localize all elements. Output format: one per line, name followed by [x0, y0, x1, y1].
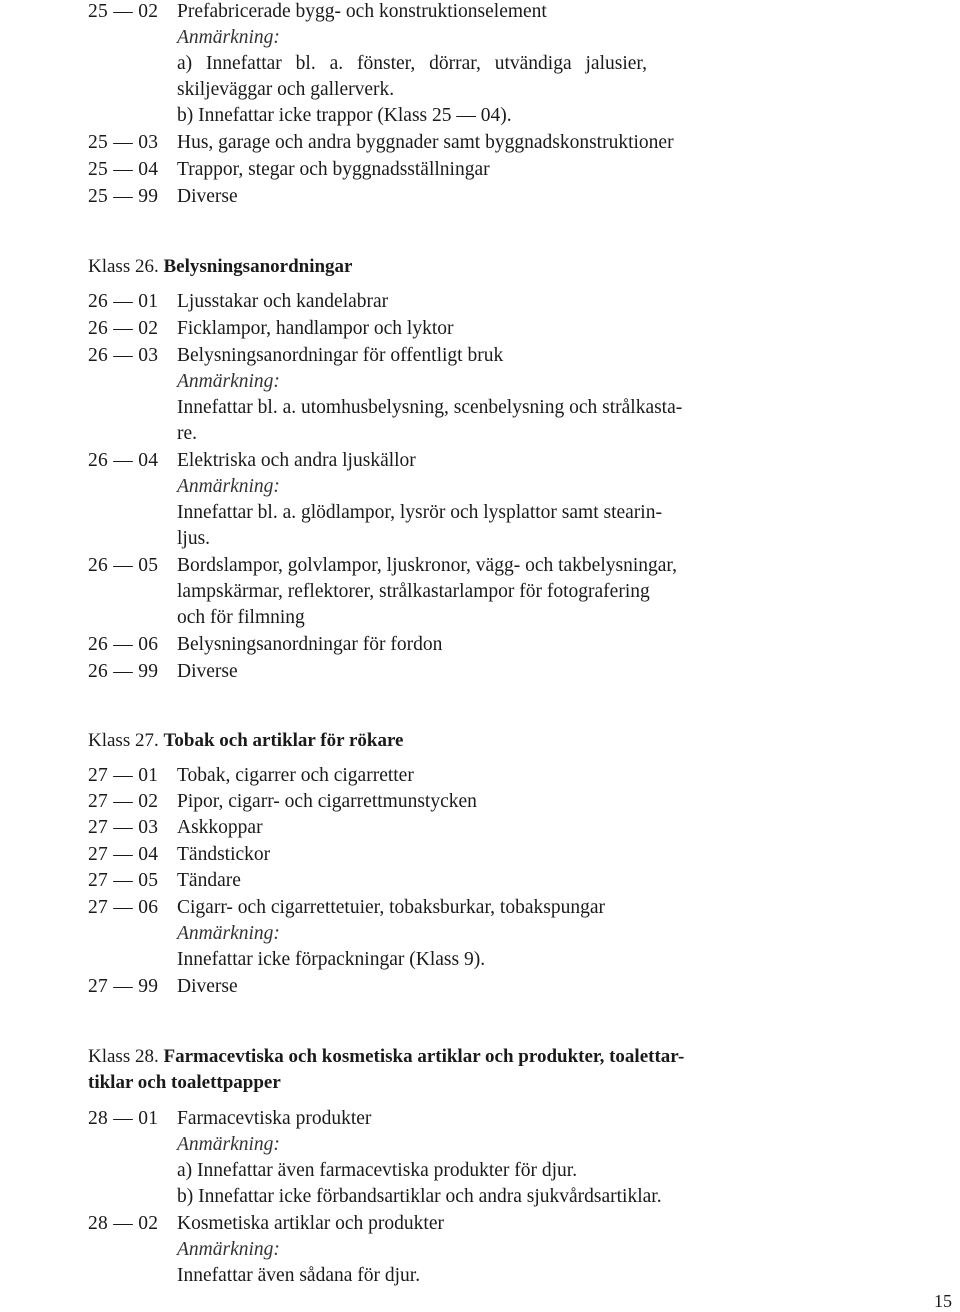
- item-title: Ljusstakar och kandelabrar: [177, 291, 389, 312]
- item-title: Diverse: [177, 186, 238, 207]
- item-code: 27 — 04: [88, 844, 159, 865]
- item-title: Farmacevtiska produkter: [177, 1108, 372, 1129]
- remark-label: Anmärkning:: [177, 1239, 280, 1260]
- item-code: 27 — 05: [88, 870, 159, 891]
- class-title: Farmacevtiska och kosmetiska artiklar och produkter, toalettar-: [163, 1046, 685, 1067]
- remark-text: b) Innefattar icke trappor (Klass 25 — 04).: [177, 105, 512, 126]
- remark-label: Anmärkning:: [177, 371, 280, 392]
- item-code: 25 — 02: [88, 1, 159, 22]
- remark-text: Innefattar även sådana för djur.: [177, 1265, 421, 1286]
- class-title: Tobak och artiklar för rökare: [163, 730, 404, 751]
- class-number: Klass 28.: [88, 1046, 159, 1067]
- class-title: Belysningsanordningar: [163, 256, 353, 277]
- item-title: Diverse: [177, 661, 238, 682]
- remark-label: Anmärkning:: [177, 476, 280, 497]
- item-code: 28 — 01: [88, 1108, 159, 1129]
- remark-text: re.: [177, 423, 198, 444]
- item-title: Belysningsanordningar för offentligt bruk: [177, 345, 504, 366]
- item-code: 28 — 02: [88, 1213, 159, 1234]
- class-heading-cont: [88, 1071, 281, 1095]
- remark-text: Innefattar bl. a. glödlampor, lysrör och lysplattor samt stearin-: [177, 502, 662, 523]
- class-heading: [88, 255, 352, 279]
- item-code: 26 — 05: [88, 555, 159, 576]
- class-number: Klass 27.: [88, 730, 159, 751]
- remark-text: skiljeväggar och gallerverk.: [177, 79, 395, 100]
- class-heading: [88, 729, 403, 753]
- item-title: Ficklampor, handlampor och lyktor: [177, 318, 454, 339]
- remark-text: ljus.: [177, 528, 211, 549]
- item-code: 26 — 99: [88, 661, 159, 682]
- item-code: 26 — 03: [88, 345, 159, 366]
- remark-text: Innefattar icke förpackningar (Klass 9).: [177, 949, 486, 970]
- item-code: 26 — 01: [88, 291, 159, 312]
- class-title: tiklar och toalettpapper: [88, 1072, 281, 1093]
- item-title: Elektriska och andra ljuskällor: [177, 450, 416, 471]
- remark-text: Innefattar bl. a. utomhusbelysning, scenbelysning och strålkasta-: [177, 397, 683, 418]
- page-number: 15: [934, 1291, 952, 1311]
- remark-label: Anmärkning:: [177, 1134, 280, 1155]
- item-title: Bordslampor, golvlampor, ljuskronor, vägg- och takbelysningar,: [177, 555, 677, 576]
- item-code: 26 — 04: [88, 450, 159, 471]
- item-code: 26 — 02: [88, 318, 159, 339]
- class-number: Klass 26.: [88, 256, 159, 277]
- remark-text: a) Innefattar bl. a. fönster, dörrar, utvändiga jalusier,: [177, 53, 647, 74]
- item-title-cont: lampskärmar, reflektorer, strålkastarlampor för fotografering: [177, 581, 650, 602]
- item-title: Cigarr- och cigarrettetuier, tobaksburkar, tobakspungar: [177, 897, 605, 918]
- class-heading: [88, 1045, 684, 1069]
- item-code: 25 — 99: [88, 186, 159, 207]
- item-title: Tändare: [177, 870, 241, 891]
- item-code: 25 — 03: [88, 132, 159, 153]
- item-code: 27 — 06: [88, 897, 159, 918]
- item-title: Diverse: [177, 976, 238, 997]
- item-title: Tändstickor: [177, 844, 271, 865]
- item-title: Pipor, cigarr- och cigarrettmunstycken: [177, 791, 477, 812]
- item-code: 27 — 99: [88, 976, 159, 997]
- item-code: 27 — 02: [88, 791, 159, 812]
- item-code: 27 — 03: [88, 817, 159, 838]
- item-title: Hus, garage och andra byggnader samt byggnadskonstruktioner: [177, 132, 674, 153]
- remark-label: Anmärkning:: [177, 923, 280, 944]
- remark-label: Anmärkning:: [177, 27, 280, 48]
- item-title: Tobak, cigarrer och cigarretter: [177, 765, 414, 786]
- item-title-cont: och för filmning: [177, 607, 305, 628]
- remark-text: b) Innefattar icke förbandsartiklar och andra sjukvårdsartiklar.: [177, 1186, 662, 1207]
- item-code: 26 — 06: [88, 634, 159, 655]
- item-title: Kosmetiska artiklar och produkter: [177, 1213, 444, 1234]
- item-title: Prefabricerade bygg- och konstruktionselement: [177, 1, 547, 22]
- item-code: 25 — 04: [88, 159, 159, 180]
- item-code: 27 — 01: [88, 765, 159, 786]
- item-title: Belysningsanordningar för fordon: [177, 634, 443, 655]
- item-title: Trappor, stegar och byggnadsställningar: [177, 159, 490, 180]
- item-title: Askkoppar: [177, 817, 263, 838]
- remark-text: a) Innefattar även farmacevtiska produkter för djur.: [177, 1160, 578, 1181]
